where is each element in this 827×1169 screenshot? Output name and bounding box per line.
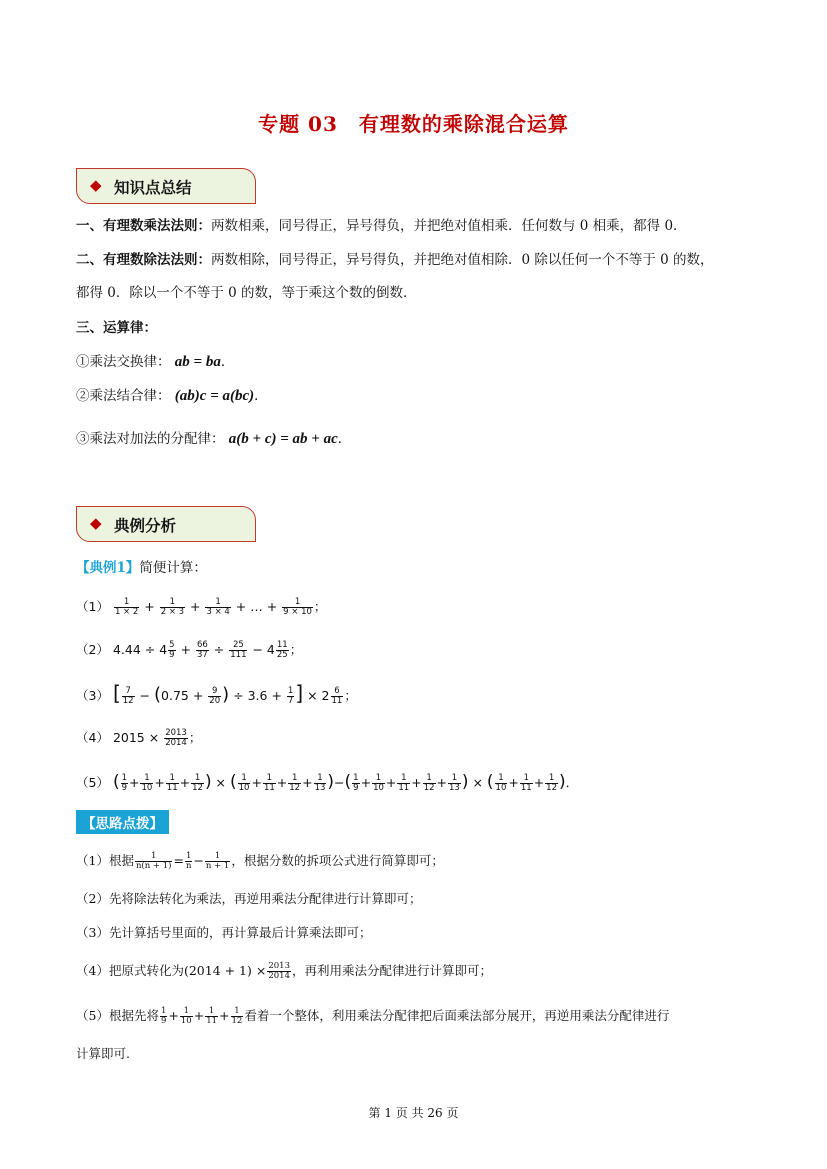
rule-text: 两数相除，同号得正，异号得负，并把绝对值相除．0 除以任何一个不等于 0 的数， xyxy=(211,252,714,268)
problem-label: （1） xyxy=(76,599,109,614)
diamond-icon: ◆ xyxy=(90,514,102,532)
problem-1: （1） $\frac{1}{1 \times 2}$ + $\frac{1}{2 \times 3}$ + $\frac{1}{3 \times 4}$ + … + $\frac{1}{9 \times 10}$ ； xyxy=(76,597,327,617)
problem-2: （2） 4.44 ÷ 4 $\frac{5}{9}$ + $\frac{66}{37}$ ÷ $\frac{25}{111}$ − 4 $\frac{11}{25}$ ； xyxy=(76,640,303,660)
example-heading xyxy=(76,558,207,578)
section-label: 知识点总结 xyxy=(114,178,192,197)
rule-division-cont: 都得 0．除以一个不等于 0 的数，等于乘这个数的倒数． xyxy=(76,285,417,301)
hint-text: （1）根据 xyxy=(76,853,134,868)
problem-3: （3） [ $\frac{7}{12}$ − (0.75 + $\frac{9}{20}$ ) ÷ 3.6 + $\frac{1}{7}$ ] × 2 $\frac{6}{11}$ ； xyxy=(76,681,357,706)
diamond-icon: ◆ xyxy=(90,176,102,194)
period: ． xyxy=(254,388,268,404)
problem-5: （5） ( $\frac{1}{9}$ + $\frac{1}{10}$ + $\frac{1}{11}$ + $\frac{1}{12}$ ) × ( $\frac{1}{10}$ + $\frac{1}{11}$ + $\frac{1}{12}$ + $\frac{1}{13}$ )−( $\frac{1}{9}$ + $\frac{1}{10}$ + $\frac{1}{11}$ + $\frac{1}{12}$ + $\frac{1}{13}$ ) × ( $\frac{1}{10}$ + $\frac{1}{11}$ + $\frac{1}{12}$ )． xyxy=(76,772,579,793)
section-header-summary xyxy=(76,168,256,204)
rule-text: 两数相乘，同号得正，异号得负，并把绝对值相乘．任何数与 0 相乘，都得 0． xyxy=(211,218,687,234)
law-formula: ab = ba xyxy=(174,354,221,370)
law-associative xyxy=(76,386,268,406)
hint-text: 看着一个整体，利用乘法分配律把后面乘法部分展开，再逆用乘法分配律进行 xyxy=(244,1008,670,1023)
law-formula: (ab)c = a(bc) xyxy=(174,388,255,404)
page-title: 专题 03 有理数的乘除混合运算 xyxy=(258,112,569,136)
law-label: ③乘法对加法的分配律： xyxy=(76,431,225,447)
example-prompt: 简便计算： xyxy=(139,560,207,576)
page-footer: 第 1 页 共 26 页 xyxy=(368,1106,459,1120)
hint-1: （1）根据 $\frac{1}{n(n + 1)}$ = $\frac{1}{n}$ − $\frac{1}{n + 1}$ ，根据分数的拆项公式进行简算即可； xyxy=(76,851,444,871)
hint-tag: 【思路点拨】 xyxy=(76,810,169,834)
hint-text: （4）把原式转化为(2014 + 1) × xyxy=(76,963,267,978)
math-text: 0.75 + xyxy=(161,688,204,703)
problem-label: （3） xyxy=(76,688,109,703)
laws-heading: 三、运算律： xyxy=(76,320,157,336)
section-label: 典例分析 xyxy=(114,516,177,535)
example-tag: 【典例1】 xyxy=(76,560,140,576)
rule-division xyxy=(76,250,714,270)
law-formula: a(b + c) = ab + ac xyxy=(228,431,338,447)
math-text: 4.44 ÷ 4 xyxy=(112,642,168,657)
law-commutative xyxy=(76,352,234,372)
hint-3: （3）先计算括号里面的，再计算最后计算乘法即可； xyxy=(76,925,372,940)
hint-5-cont: 计算即可. xyxy=(76,1046,130,1061)
period: ． xyxy=(337,431,352,447)
law-label: ②乘法结合律： xyxy=(76,388,171,404)
hint-text: ，再利用乘法分配律进行计算即可； xyxy=(291,963,492,978)
law-label: ①乘法交换律： xyxy=(76,354,171,370)
math-text: 2015 × xyxy=(112,730,160,745)
problem-4: （4） 2015 × $\frac{2013}{2014}$ ； xyxy=(76,728,202,748)
problem-label: （5） xyxy=(76,775,109,790)
hint-text: （5）根据先将 xyxy=(76,1008,159,1023)
law-distributive xyxy=(76,429,351,449)
math-text: ÷ 3.6 + xyxy=(233,688,282,703)
rule-heading: 二、有理数除法法则： xyxy=(76,252,211,268)
rule-multiplication xyxy=(76,216,687,236)
problem-label: （4） xyxy=(76,730,109,745)
rule-heading: 一、有理数乘法法则： xyxy=(76,218,211,234)
problem-label: （2） xyxy=(76,642,109,657)
hint-5: （5）根据先将 $\frac{1}{9}$ + $\frac{1}{10}$ + $\frac{1}{11}$ + $\frac{1}{12}$ 看着一个整体，利用乘法分配律把后面乘法部分展开，再逆用乘法分配律进行 xyxy=(76,1006,670,1026)
hint-4: （4）把原式转化为(2014 + 1) × $\frac{2013}{2014}$ ，再利用乘法分配律进行计算即可； xyxy=(76,961,492,981)
hint-2: （2）先将除法转化为乘法，再逆用乘法分配律进行计算即可； xyxy=(76,891,422,906)
section-header-examples xyxy=(76,506,256,542)
period: ． xyxy=(220,354,235,370)
hint-text: ，根据分数的拆项公式进行简算即可； xyxy=(231,853,444,868)
